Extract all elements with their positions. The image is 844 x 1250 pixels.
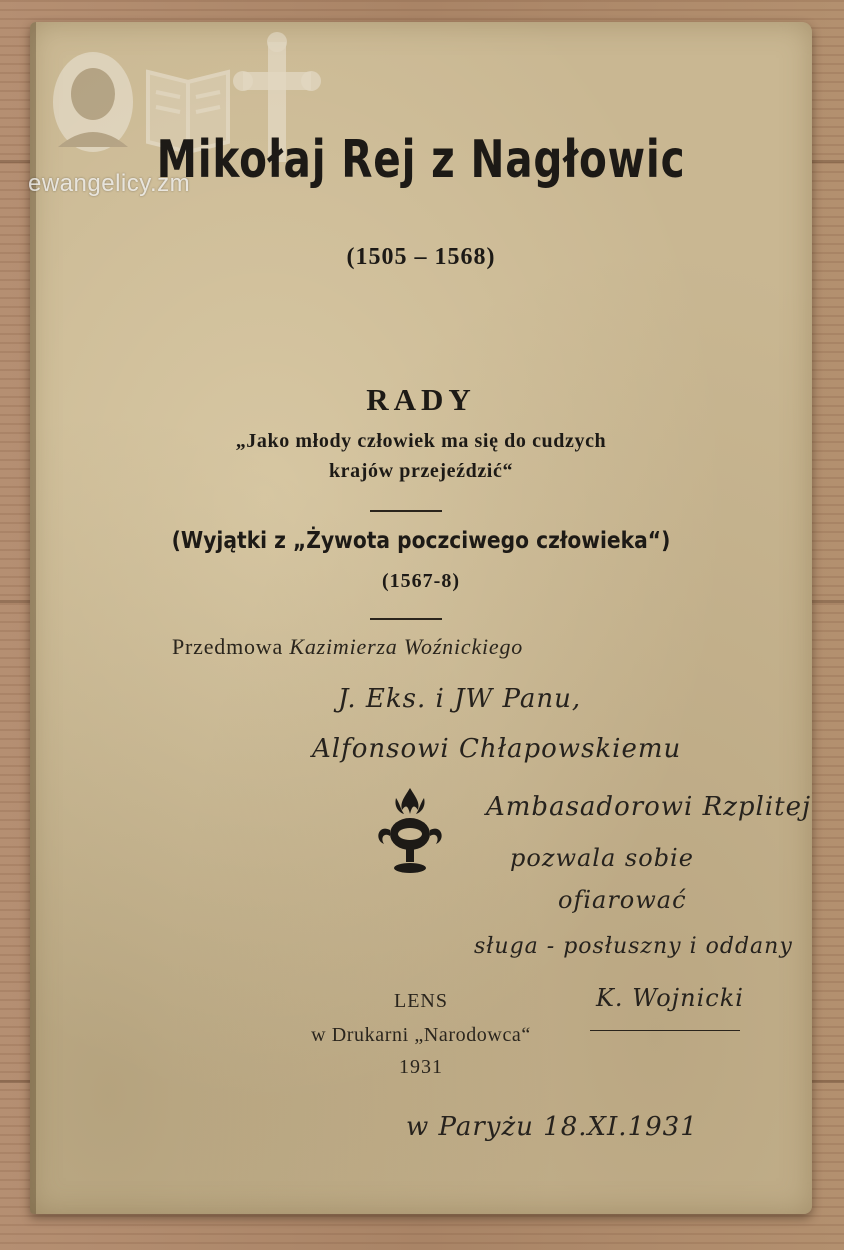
inscription-line6: sługa - posłuszny i oddany: [474, 934, 793, 959]
imprint-year: 1931: [399, 1056, 443, 1078]
preface-prefix: Przedmowa: [172, 634, 284, 659]
inscription-line2: Alfonsowi Chłapowskiemu: [312, 734, 682, 764]
excerpt-years: (1567-8): [382, 570, 460, 592]
urn-ornament-icon: [370, 784, 450, 894]
signature: K. Wojnicki: [596, 984, 744, 1012]
inscription-line3: Ambasadorowi Rzplitej: [486, 792, 812, 822]
inscription-line1: J. Eks. i JW Panu,: [338, 684, 582, 714]
subtitle-line1: „Jako młody człowiek ma się do cudzych: [235, 430, 607, 452]
author-years: (1505 – 1568): [346, 244, 496, 270]
imprint-printer: w Drukarni „Narodowca“: [311, 1024, 531, 1046]
watermark-text[interactable]: ewangelicy.zm: [28, 170, 191, 197]
booklet-cover: [30, 22, 812, 1214]
divider: [370, 510, 442, 512]
inscription-date: w Paryżu 18.XI.1931: [406, 1112, 698, 1142]
preface-line: [172, 634, 523, 660]
preface-author: Kazimierza Woźnickiego: [289, 634, 524, 659]
subtitle-line2: krajów przejeździć“: [328, 460, 514, 482]
heading: RADY: [366, 382, 476, 417]
book-title: Mikołaj Rej z Nagłowic: [156, 130, 686, 190]
excerpt-title: (Wyjątki z „Żywota poczciwego człowieka“): [171, 528, 671, 554]
inscription-line4: pozwala sobie: [510, 844, 694, 872]
imprint-city: LENS: [394, 990, 448, 1012]
divider: [370, 618, 442, 620]
inscription-line5: ofiarować: [558, 886, 687, 914]
